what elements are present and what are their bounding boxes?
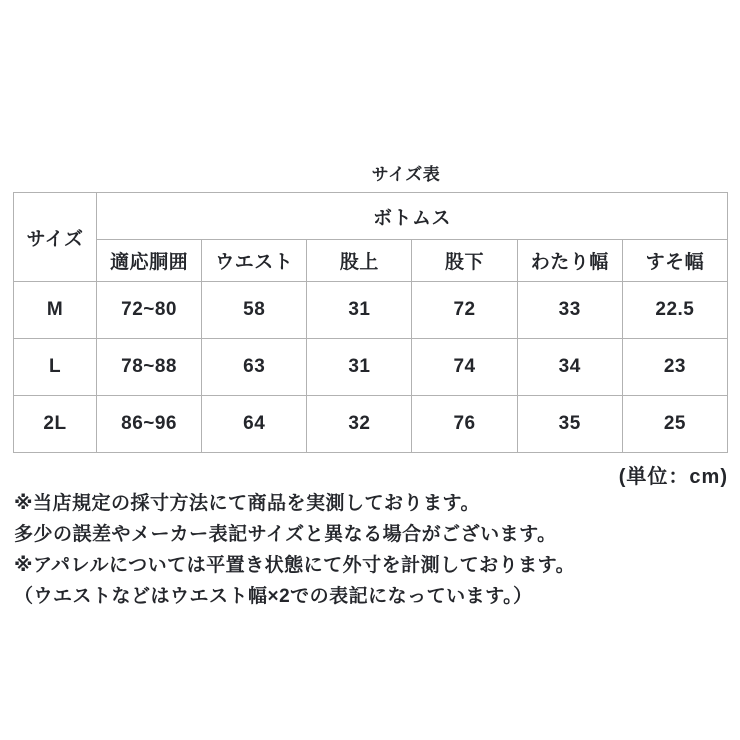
value-cell: 64 bbox=[202, 396, 307, 453]
value-cell: 78~88 bbox=[97, 339, 202, 396]
column-header-cell: 股上 bbox=[307, 240, 412, 282]
notes bbox=[14, 488, 730, 612]
table-column-header-row bbox=[14, 240, 728, 282]
corner-header-cell: サイズ bbox=[14, 193, 97, 282]
column-header-cell: 適応胴囲 bbox=[97, 240, 202, 282]
column-header-cell: わたり幅 bbox=[517, 240, 622, 282]
column-header-cell: ウエスト bbox=[202, 240, 307, 282]
value-cell: 74 bbox=[412, 339, 517, 396]
value-cell: 63 bbox=[202, 339, 307, 396]
value-cell: 72 bbox=[412, 282, 517, 339]
value-cell: 86~96 bbox=[97, 396, 202, 453]
value-cell: 35 bbox=[517, 396, 622, 453]
size-table bbox=[13, 192, 728, 453]
note-line: （ウエストなどはウエスト幅×2での表記になっています。） bbox=[14, 586, 533, 607]
note-line: ※当店規定の採寸方法にて商品を実測しております。 bbox=[14, 493, 480, 514]
value-cell: 23 bbox=[622, 339, 727, 396]
value-cell: 25 bbox=[622, 396, 727, 453]
table-row bbox=[14, 396, 728, 453]
table-header-group-row bbox=[14, 193, 728, 240]
unit-label: (単位：cm) bbox=[618, 466, 728, 488]
size-cell: M bbox=[14, 282, 97, 339]
value-cell: 72~80 bbox=[97, 282, 202, 339]
value-cell: 34 bbox=[517, 339, 622, 396]
value-cell: 31 bbox=[307, 282, 412, 339]
size-cell: L bbox=[14, 339, 97, 396]
value-cell: 22.5 bbox=[622, 282, 727, 339]
page-title: サイズ表 bbox=[371, 165, 441, 184]
table-row bbox=[14, 339, 728, 396]
value-cell: 76 bbox=[412, 396, 517, 453]
value-cell: 33 bbox=[517, 282, 622, 339]
size-cell: 2L bbox=[14, 396, 97, 453]
value-cell: 58 bbox=[202, 282, 307, 339]
note-line: 多少の誤差やメーカー表記サイズと異なる場合がございます。 bbox=[14, 524, 557, 545]
column-header-cell: すそ幅 bbox=[622, 240, 727, 282]
value-cell: 32 bbox=[307, 396, 412, 453]
table-row bbox=[14, 282, 728, 339]
value-cell: 31 bbox=[307, 339, 412, 396]
note-line: ※アパレルについては平置き状態にて外寸を計測しております。 bbox=[14, 555, 576, 576]
column-header-cell: 股下 bbox=[412, 240, 517, 282]
group-header-cell: ボトムス bbox=[97, 193, 728, 240]
